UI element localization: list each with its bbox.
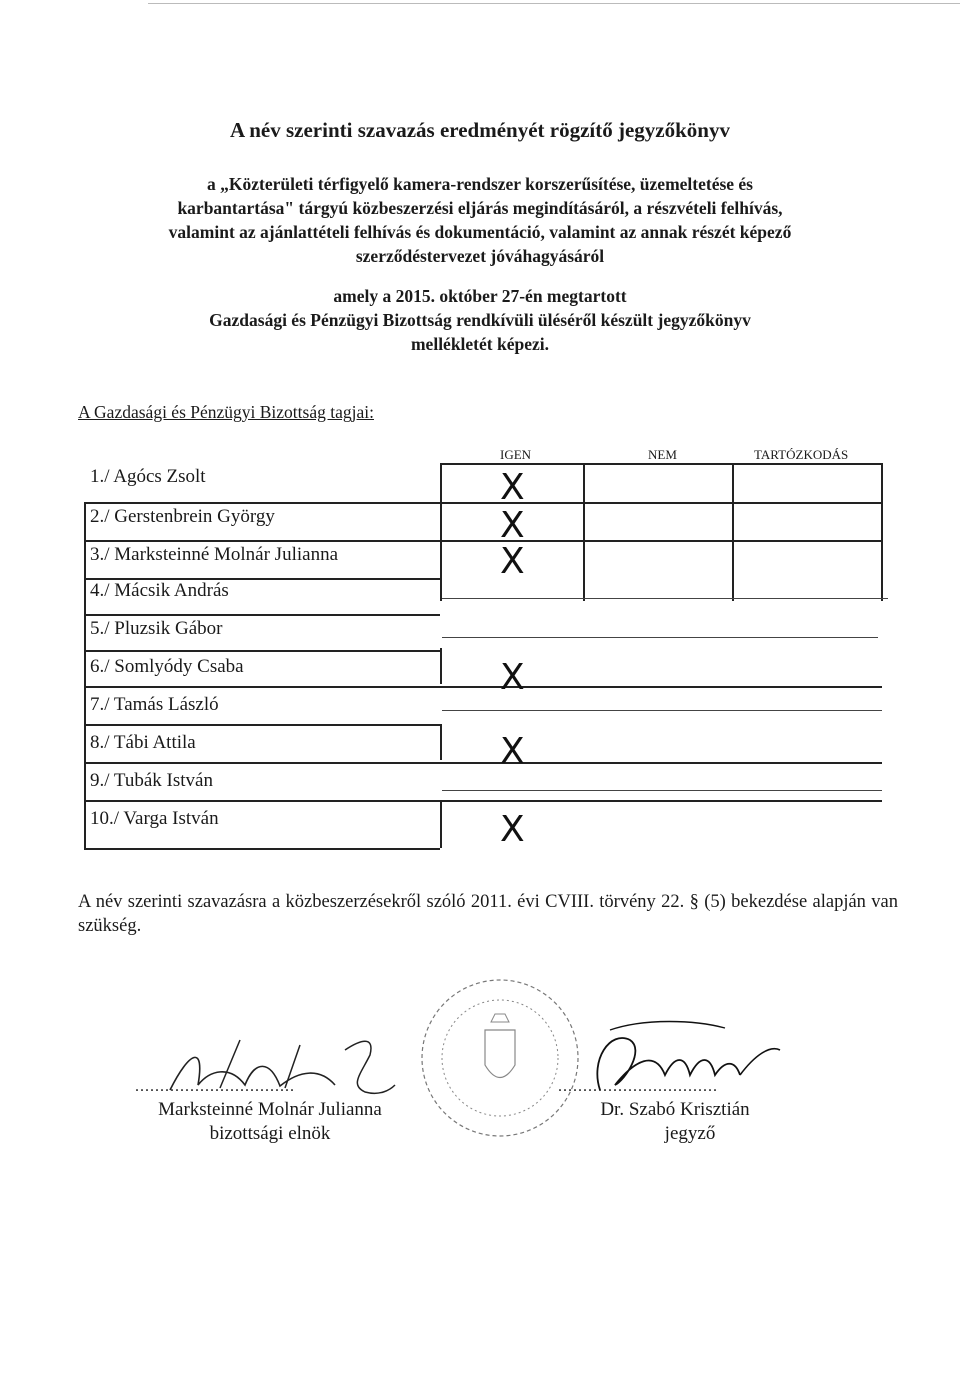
vote-mark-igen: X — [500, 541, 525, 582]
member-name: 4./ Mácsik András — [90, 580, 229, 601]
column-header-nem: NEM — [648, 447, 677, 462]
table-left-edge — [84, 502, 86, 848]
vote-mark-igen: X — [500, 505, 525, 546]
signatory-right-role: jegyző — [664, 1123, 716, 1144]
handwritten-signature-right — [585, 1020, 785, 1110]
table-column-divider — [440, 648, 442, 684]
subject-line: szerződéstervezet jóváhagyásáról — [355, 246, 605, 266]
meeting-line: amely a 2015. október 27-én megtartott — [333, 286, 627, 306]
row-divider — [84, 686, 882, 688]
subject-line: valamint az ajánlattételi felhívás és dokumentáció, valamint az annak részét képező — [168, 222, 792, 242]
row-divider — [84, 540, 882, 542]
meeting-line: mellékletét képezi. — [410, 334, 549, 354]
signatory-right — [565, 1098, 785, 1146]
member-name: 5./ Pluzsik Gábor — [90, 618, 223, 639]
meeting-block — [60, 284, 900, 356]
table-column-divider — [440, 800, 442, 848]
member-name: 9./ Tubák István — [90, 770, 213, 791]
subject-line: karbantartása" tárgyú közbeszerzési eljárás megindításáról, a részvételi felhívás, — [177, 198, 783, 218]
table-column-divider — [732, 463, 734, 601]
signatory-right-name: Dr. Szabó Krisztián — [600, 1099, 750, 1120]
document-title: A név szerinti szavazás eredményét rögzítő jegyzőkönyv — [229, 118, 730, 142]
row-divider — [84, 800, 882, 802]
table-top-line — [440, 463, 882, 465]
member-name: 10./ Varga István — [90, 808, 219, 829]
column-header-igen: IGEN — [500, 447, 532, 462]
signature-line-left: ................................ — [135, 1078, 295, 1095]
row-divider — [84, 762, 882, 764]
member-name: 2./ Gerstenbrein György — [90, 506, 275, 527]
table-column-divider — [440, 463, 442, 601]
member-name: 3./ Marksteinné Molnár Julianna — [90, 544, 339, 565]
member-name: 1./ Agócs Zsolt — [90, 466, 206, 487]
member-name: 7./ Tamás László — [90, 694, 219, 715]
subject-line: a „Közterületi térfigyelő kamera-rendszer korszerűsítése, üzemeltetése és — [206, 174, 753, 194]
member-name: 8./ Tábi Attila — [90, 732, 196, 753]
meeting-line: Gazdasági és Pénzügyi Bizottság rendkívüli üléséről készült jegyzőkönyv — [209, 310, 751, 330]
absent-strike-line — [442, 790, 882, 791]
absent-strike-line — [442, 710, 882, 711]
table-column-divider — [583, 463, 585, 601]
signature-line-right: ................................ — [558, 1078, 718, 1095]
signatory-left — [150, 1098, 390, 1146]
scan-edge-line — [148, 3, 960, 4]
row-divider — [84, 724, 440, 726]
row-divider — [84, 502, 882, 504]
member-name: 6./ Somlyódy Csaba — [90, 656, 244, 677]
row-divider — [84, 848, 440, 850]
vote-mark-igen: X — [500, 467, 525, 508]
table-column-divider — [881, 463, 883, 601]
vote-mark-igen: X — [500, 809, 525, 850]
absent-strike-line — [442, 637, 878, 638]
signatory-left-name: Marksteinné Molnár Julianna — [158, 1099, 382, 1120]
row-divider — [84, 650, 440, 652]
vote-mark-igen: X — [500, 731, 525, 772]
signatory-left-role: bizottsági elnök — [209, 1123, 331, 1144]
column-header-tartozkodas: TARTÓZKODÁS — [754, 447, 849, 462]
members-title: A Gazdasági és Pénzügyi Bizottság tagjai: — [78, 402, 374, 422]
row-divider — [84, 614, 440, 616]
vote-mark-igen: X — [500, 657, 525, 698]
subject-block — [60, 172, 900, 268]
absent-strike-line — [442, 598, 888, 599]
table-column-divider — [440, 724, 442, 760]
legal-note: A név szerinti szavazásra a közbeszerzésekről szóló 2011. évi CVIII. törvény 22. § (5) bekezdése alapján van szükség. — [78, 892, 898, 936]
